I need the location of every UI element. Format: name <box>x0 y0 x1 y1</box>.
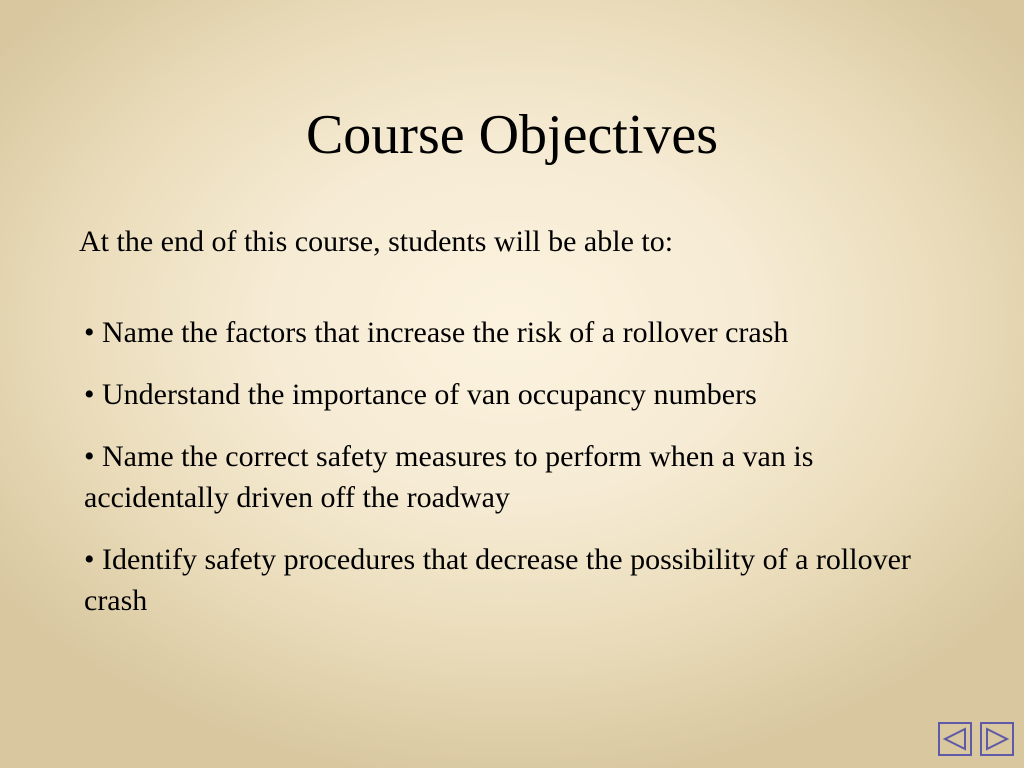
objectives-list <box>84 312 934 642</box>
objective-item: • Identify safety procedures that decrease the possibility of a rollover crash <box>84 543 911 617</box>
objective-item: • Name the correct safety measures to perform when a van is accidentally driven off the roadway <box>84 440 814 514</box>
objective-item: • Name the factors that increase the risk of a rollover crash <box>84 316 789 349</box>
objective-item: • Understand the importance of van occupancy numbers <box>84 378 757 411</box>
previous-slide-button[interactable] <box>938 722 972 756</box>
triangle-left-icon <box>940 724 970 754</box>
intro-text: At the end of this course, students will be able to: <box>79 225 674 258</box>
next-slide-button[interactable] <box>980 722 1014 756</box>
slide-title: Course Objectives <box>305 104 719 166</box>
triangle-right-icon <box>982 724 1012 754</box>
